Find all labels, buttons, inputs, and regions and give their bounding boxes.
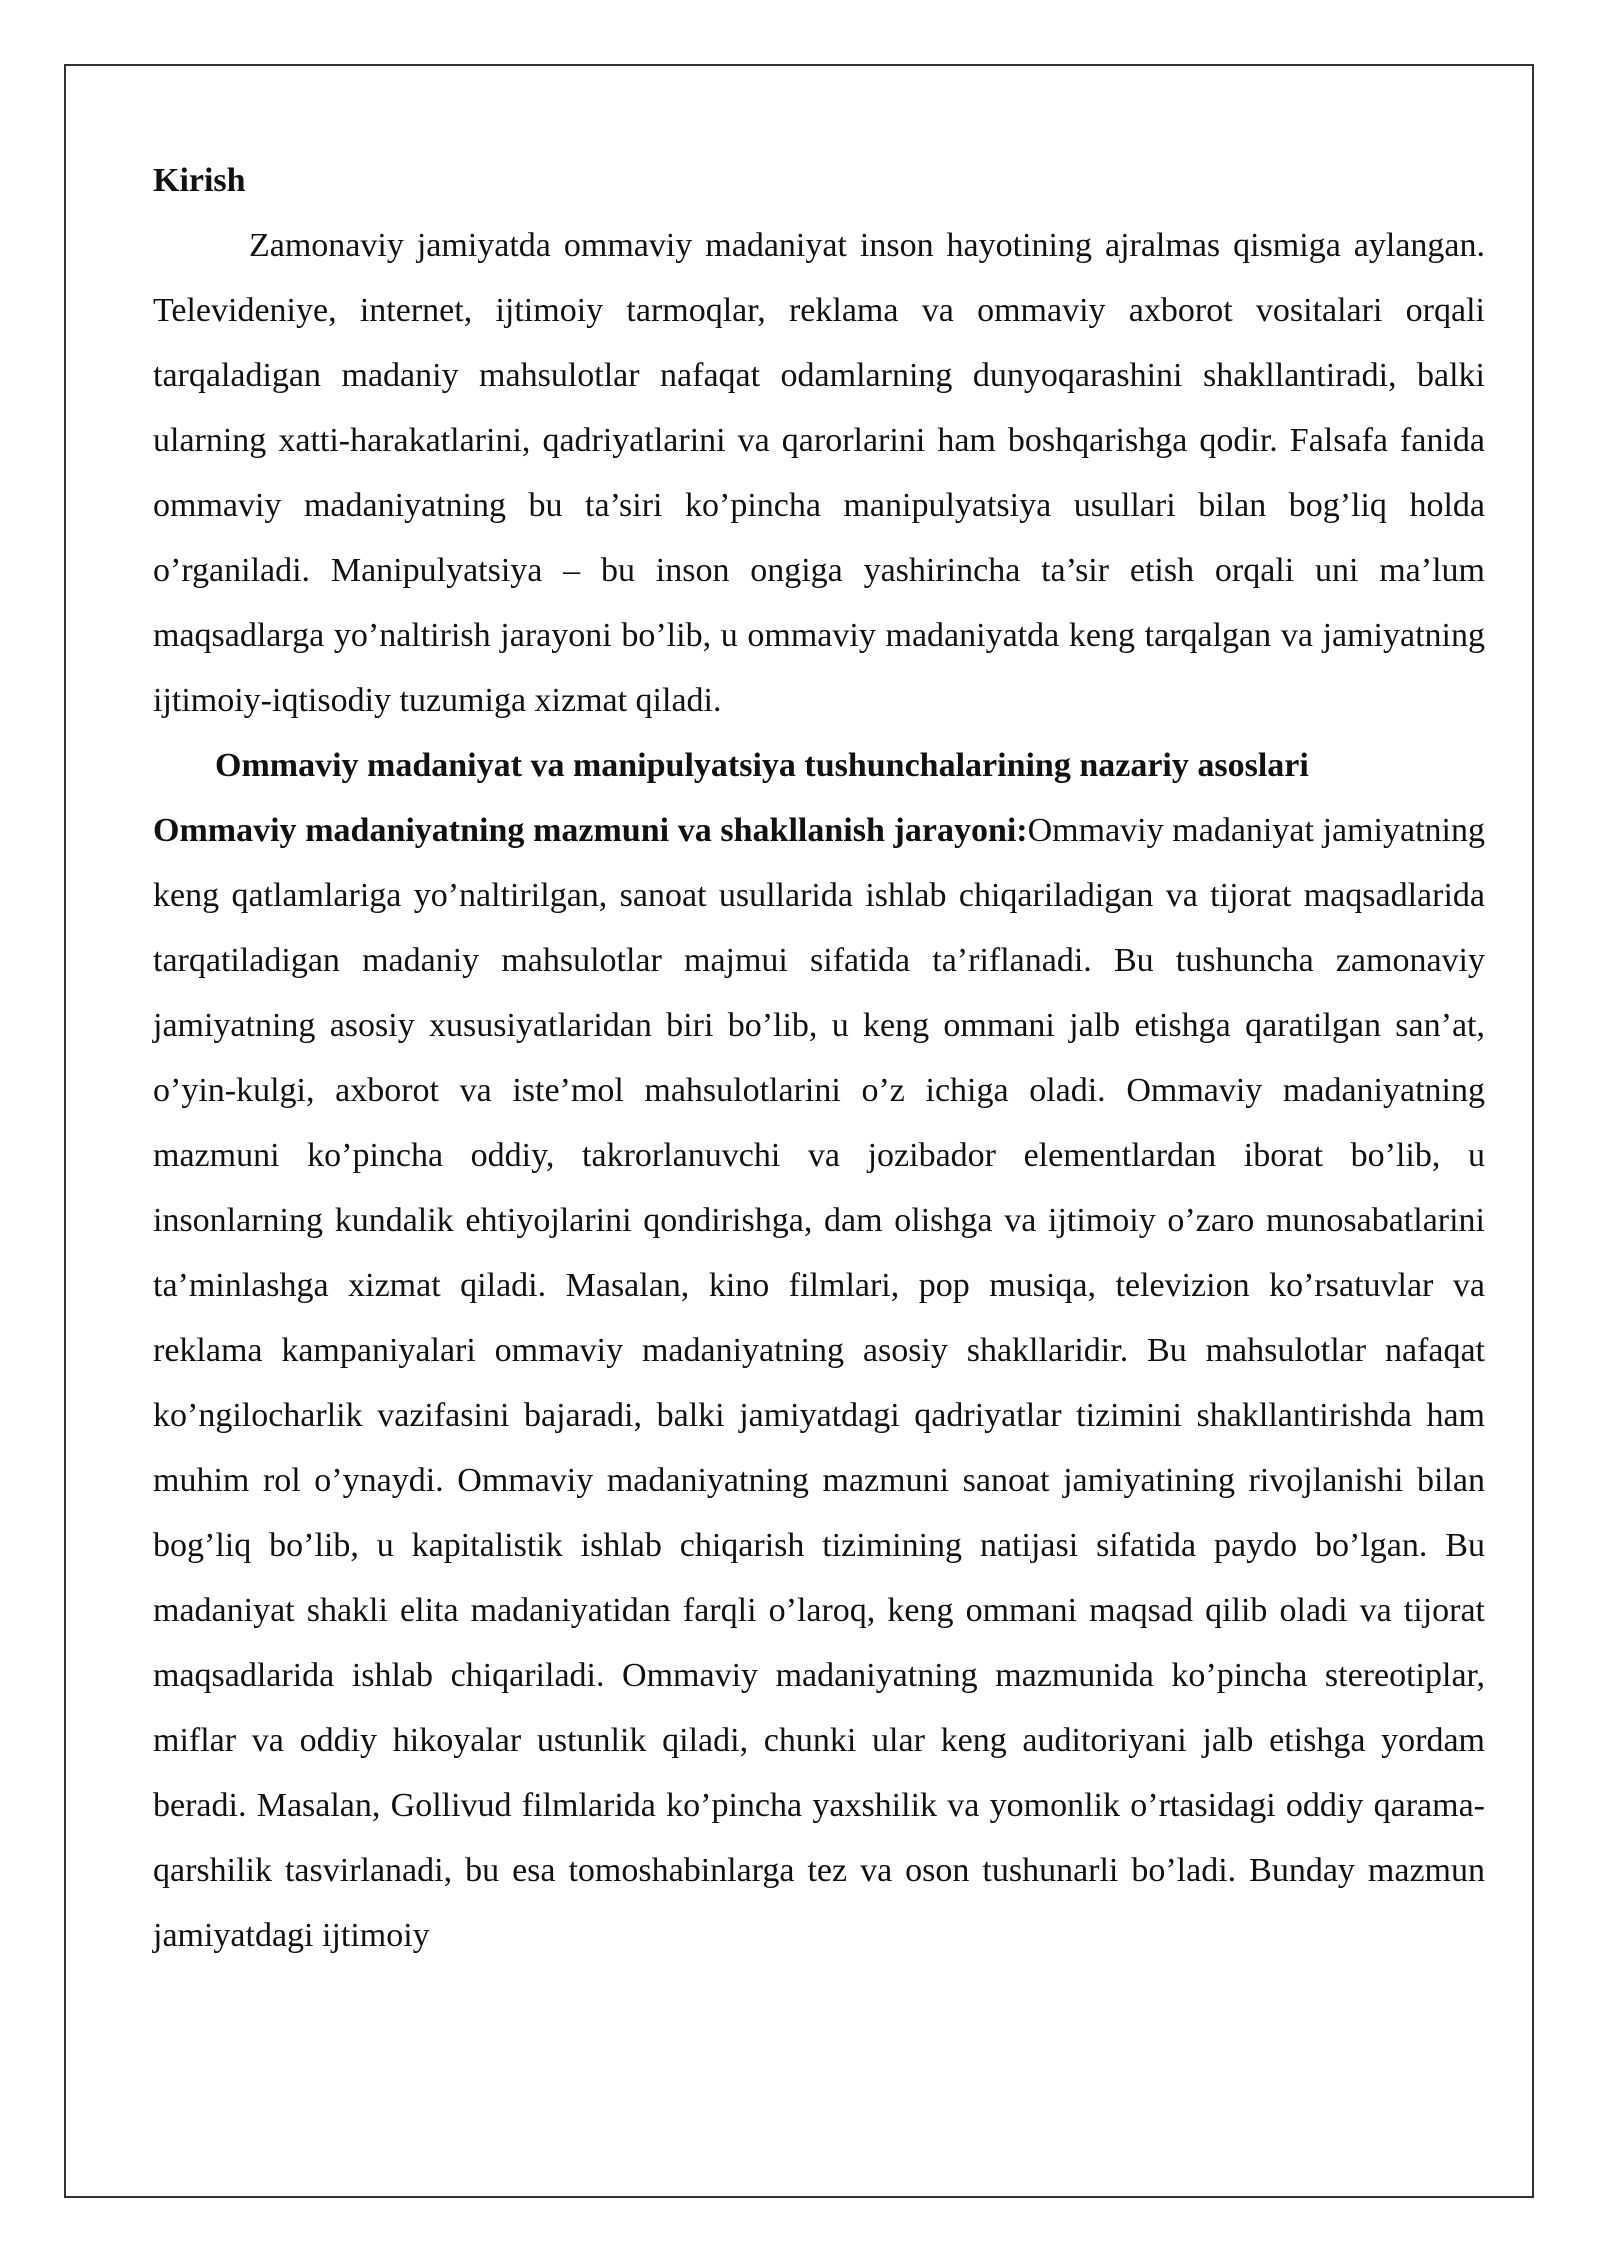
- section-heading: Ommaviy madaniyat va manipulyatsiya tushunchalarining nazariy asoslari: [215, 747, 1309, 784]
- intro-paragraph: Zamonaviy jamiyatda ommaviy madaniyat inson hayotining ajralmas qismiga aylangan. Televideniye, internet, ijtimoiy tarmoqlar, reklama va ommaviy axborot vositalari orqali tarqaladigan madaniy mahsulotlar nafaqat odamlarning dunyoqarashini shakllantiradi, balki ularning xatti-harakatlarini, qadriyatlarini va qarorlarini ham boshqarishga qodir. Falsafa fanida ommaviy madaniyatning bu ta’siri ko’pincha manipulyatsiya usullari bilan bog’liq holda o’rganiladi. Manipulyatsiya – bu inson ongiga yashirincha ta’sir etish orqali uni ma’lum maqsadlarga yo’naltirish jarayoni bo’lib, u ommaviy madaniyatda keng tarqalgan va jamiyatning ijtimoiy-iqtisodiy tuzumiga xizmat qiladi.: [153, 227, 1485, 719]
- section-paragraph-block: [153, 798, 1485, 1968]
- section-paragraph: Ommaviy madaniyat jamiyatning keng qatlamlariga yo’naltirilgan, sanoat usullarida ishlab chiqariladigan va tijorat maqsadlarida tarqatiladigan madaniy mahsulotlar majmui sifatida ta’riflanadi. Bu tushuncha zamonaviy jamiyatning asosiy xususiyatlaridan biri bo’lib, u keng ommani jalb etishga qaratilgan san’at, o’yin-kulgi, axborot va iste’mol mahsulotlarini o’z ichiga oladi. Ommaviy madaniyatning mazmuni ko’pincha oddiy, takrorlanuvchi va jozibador elementlardan iborat bo’lib, u insonlarning kundalik ehtiyojlarini qondirishga, dam olishga va ijtimoiy o’zaro munosabatlarini ta’minlashga xizmat qiladi. Masalan, kino filmlari, pop musiqa, televizion ko’rsatuvlar va reklama kampaniyalari ommaviy madaniyatning asosiy shakllaridir. Bu mahsulotlar nafaqat ko’ngilocharlik vazifasini bajaradi, balki jamiyatdagi qadriyatlar tizimini shakllantirishda ham muhim rol o’ynaydi. Ommaviy madaniyatning mazmuni sanoat jamiyatining rivojlanishi bilan bog’liq bo’lib, u kapitalistik ishlab chiqarish tizimining natijasi sifatida paydo bo’lgan. Bu madaniyat shakli elita madaniyatidan farqli o’laroq, keng ommani maqsad qilib oladi va tijorat maqsadlarida ishlab chiqariladi. Ommaviy madaniyatning mazmunida ko’pincha stereotiplar, miflar va oddiy hikoyalar ustunlik qiladi, chunki ular keng auditoriyani jalb etishga yordam beradi. Masalan, Gollivud filmlarida ko’pincha yaxshilik va yomonlik o’rtasidagi oddiy qarama-qarshilik tasvirlanadi, bu esa tomoshabinlarga tez va oson tushunarli bo’ladi. Bunday mazmun jamiyatdagi ijtimoiy: [153, 812, 1485, 1954]
- document-body: [153, 148, 1485, 1968]
- subsection-heading: Ommaviy madaniyatning mazmuni va shakllanish jarayoni:: [153, 812, 1028, 849]
- document-title: Kirish: [153, 162, 246, 199]
